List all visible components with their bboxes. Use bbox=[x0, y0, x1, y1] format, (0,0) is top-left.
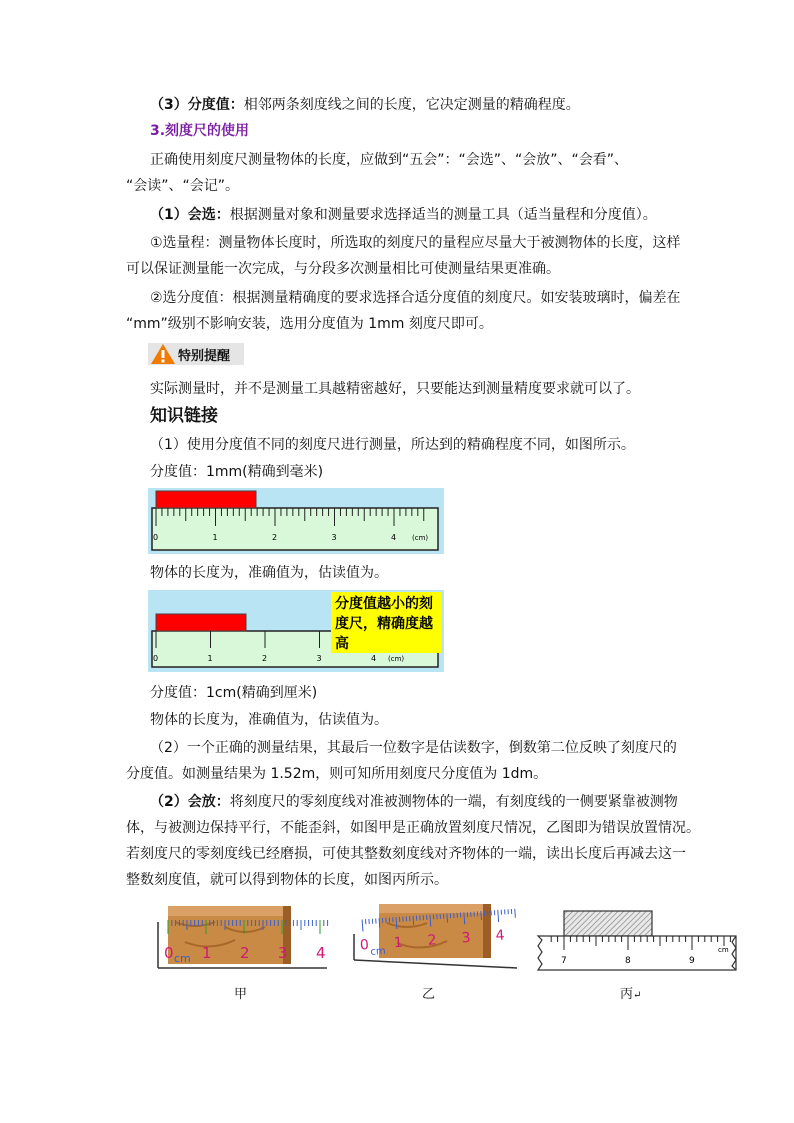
para-result-1: （2）一个正确的测量结果，其最后一位数字是估读数字，倒数第二位反映了刻度尺的 bbox=[150, 740, 677, 756]
para-range-2: 可以保证测量能一次完成，与分段多次测量相比可使测量结果更准确。 bbox=[126, 261, 560, 277]
ruler-unit-label: cm bbox=[370, 945, 387, 958]
badge-label: 特别提醒 bbox=[178, 349, 231, 364]
figure-jia bbox=[155, 902, 330, 972]
special-reminder-badge bbox=[148, 343, 244, 365]
label-cm-ruler: 分度值：1cm(精确到厘米) bbox=[150, 685, 318, 701]
ruler-tick-label: 4 bbox=[371, 654, 377, 663]
ruler-number: 1 bbox=[202, 944, 212, 962]
figure-jia-svg bbox=[155, 902, 330, 972]
para-place-2: 体，与被测边保持平行，不能歪斜，如图甲是正确放置刻度尺情况，乙图即为错误放置情况。 bbox=[126, 820, 700, 836]
para-division-value bbox=[150, 96, 580, 114]
caption-yi: 乙 bbox=[422, 986, 436, 1001]
ruler-number: 2 bbox=[240, 944, 250, 962]
ruler-number: 4 bbox=[316, 944, 326, 962]
caption-bing-text: 丙 bbox=[620, 986, 634, 1001]
callout-note: 分度值越小的刻度尺，精确度越高 bbox=[331, 592, 441, 653]
ruler-tick bbox=[515, 909, 516, 918]
ruler-tick-label: 0 bbox=[153, 533, 159, 542]
ruler-mm-figure bbox=[148, 488, 444, 554]
ruler-unit-label: (cm) bbox=[388, 655, 405, 663]
ruler-tick bbox=[379, 918, 380, 927]
paragraph-mark: ↵ bbox=[633, 990, 642, 1001]
ruler-mm-svg bbox=[148, 488, 444, 554]
para-place bbox=[150, 793, 678, 811]
para-reminder: 实际测量时，并不是测量工具越精密越好，只要能达到测量精度要求就可以了。 bbox=[150, 381, 640, 397]
ruler-number: 0 bbox=[164, 944, 174, 962]
label-mm-ruler: 分度值：1mm(精确到毫米) bbox=[150, 464, 324, 480]
para-text: 根据测量对象和测量要求选择适当的测量工具（适当量程和分度值）。 bbox=[229, 207, 657, 223]
ruler-tick-label: 1 bbox=[212, 533, 218, 542]
para-five-rules-2: “会读”、“会记”。 bbox=[126, 178, 240, 194]
para-division-2: “mm”级别不影响安装，选用分度值为 1mm 刻度尺即可。 bbox=[126, 316, 493, 332]
knowledge-link-heading: 知识链接 bbox=[150, 406, 218, 426]
figure-yi bbox=[352, 898, 522, 970]
ruler-number: 3 bbox=[278, 944, 288, 962]
ruler-number: 1 bbox=[393, 934, 404, 952]
ruler-number: 0 bbox=[359, 937, 370, 954]
para-range-1: ①选量程：测量物体长度时，所选取的刻度尺的量程应尽量大于被测物体的长度，这样 bbox=[150, 235, 681, 251]
ruler-tick-label: 0 bbox=[153, 654, 159, 663]
caption-bing bbox=[620, 983, 641, 1002]
ruler-tick-label: 2 bbox=[272, 533, 278, 542]
para-choose bbox=[150, 206, 657, 224]
para-label: （2）会放： bbox=[150, 794, 230, 810]
figure-bing bbox=[536, 908, 740, 972]
figure-bing-svg bbox=[536, 908, 740, 972]
para-division-1: ②选分度值：根据测量精确度的要求选择合适分度值的刻度尺。如安装玻璃时，偏差在 bbox=[150, 290, 681, 306]
para-label: （3）分度值： bbox=[150, 97, 244, 113]
para-place-3: 若刻度尺的零刻度线已经磨损，可使其整数刻度线对齐物体的一端，读出长度后再减去这一 bbox=[126, 846, 686, 862]
para-place-4: 整数刻度值，就可以得到物体的长度，如图丙所示。 bbox=[126, 872, 448, 888]
para-text: 相邻两条刻度线之间的长度，它决定测量的精确程度。 bbox=[243, 97, 580, 113]
ruler-number: 4 bbox=[495, 927, 506, 945]
ruler-number: 2 bbox=[427, 932, 438, 949]
warning-icon bbox=[150, 343, 176, 365]
ruler-number: 8 bbox=[625, 956, 631, 966]
ruler-tick bbox=[413, 916, 414, 925]
para-label: （1）会选： bbox=[150, 207, 230, 223]
caption-jia: 甲 bbox=[234, 986, 248, 1001]
ruler-unit-label: cm bbox=[718, 946, 729, 954]
ruler-tick-label: 2 bbox=[262, 654, 268, 663]
para-five-rules-1: 正确使用刻度尺测量物体的长度，应做到“五会”：“会选”、“会放”、“会看”、 bbox=[150, 152, 629, 168]
figure-yi-svg bbox=[352, 898, 522, 970]
para-compare: （1）使用分度值不同的刻度尺进行测量，所达到的精确程度不同，如图所示。 bbox=[150, 437, 635, 453]
ruler-tick-label: 3 bbox=[316, 654, 322, 663]
ruler-number: 9 bbox=[689, 956, 695, 966]
ruler-number: 3 bbox=[461, 929, 472, 947]
ruler-unit-label: cm bbox=[174, 952, 191, 965]
ruler-tick bbox=[481, 911, 482, 920]
ruler-unit-label: (cm) bbox=[412, 534, 429, 542]
para-reading-1: 物体的长度为，准确值为，估读值为。 bbox=[150, 565, 388, 581]
ruler-tick-label: 3 bbox=[331, 533, 337, 542]
ruler-tick-label: 1 bbox=[207, 654, 213, 663]
section-heading: 3.刻度尺的使用 bbox=[150, 123, 250, 139]
ruler-number: 7 bbox=[561, 956, 567, 966]
ruler-tick bbox=[498, 910, 499, 922]
ruler-tick-label: 4 bbox=[391, 533, 397, 542]
ruler-tick bbox=[447, 914, 448, 923]
para-reading-2: 物体的长度为，准确值为，估读值为。 bbox=[150, 712, 388, 728]
para-result-2: 分度值。如测量结果为 1.52m，则可知所用刻度尺分度值为 1dm。 bbox=[126, 766, 548, 782]
para-text: 将刻度尺的零刻度线对准被测物体的一端，有刻度线的一侧要紧靠被测物 bbox=[229, 794, 678, 810]
ruler-tick bbox=[362, 919, 363, 931]
